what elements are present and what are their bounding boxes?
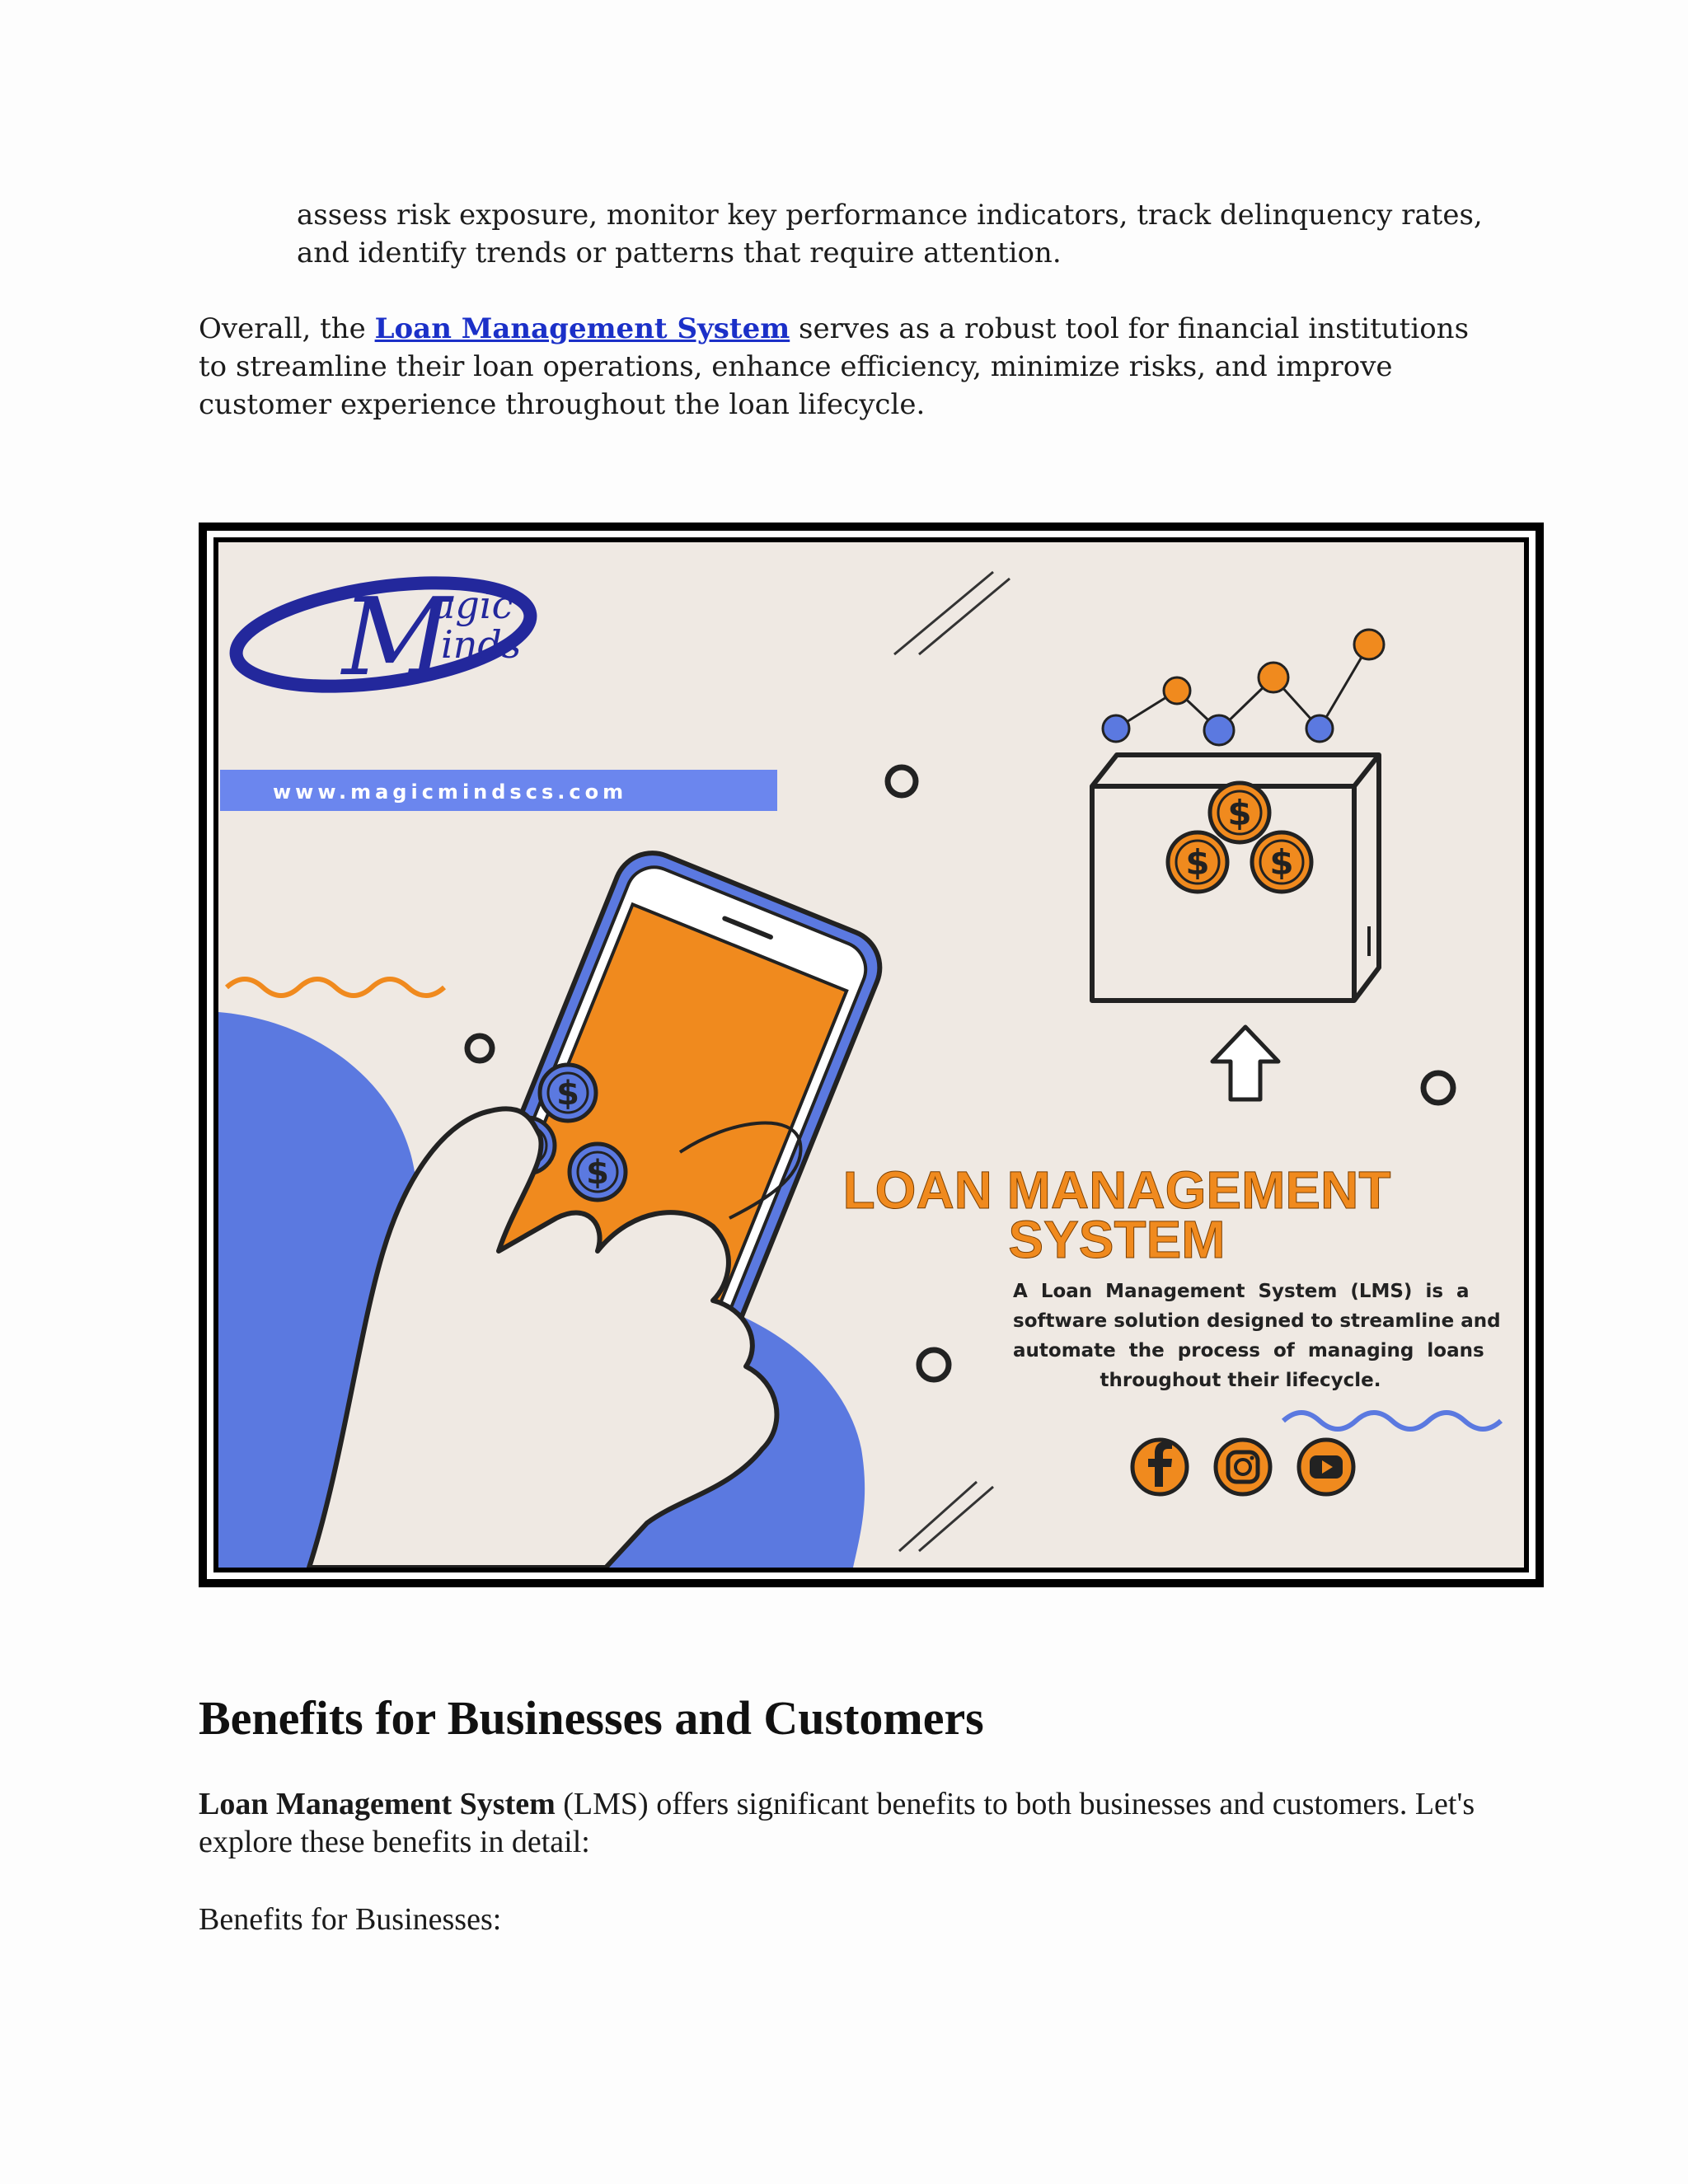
logo-text-inds: inds: [441, 622, 522, 667]
lms-paragraph-rest: (LMS) offers significant benefits to both businesses and customers. Let's explore these benefits in detail:: [199, 1787, 1475, 1859]
loan-management-banner: [199, 523, 1544, 1587]
banner-title-line-1: LOAN MANAGEMENT: [842, 1160, 1391, 1220]
coin-dollar-2: $: [1185, 842, 1210, 883]
overall-paragraph: [199, 310, 1493, 424]
risk-paragraph: assess risk exposure, monitor key performance indicators, track delinquency rates, and identify trends or patterns that require attention.: [297, 199, 1483, 269]
overall-suffix: serves as a robust tool for financial institutions to streamline their loan operations, enhance efficiency, minimize risks, and improve customer experience throughout the loan lifecycle.: [199, 312, 1470, 421]
phone-coin-dollar-1: $: [556, 1075, 579, 1113]
banner-title-line-2: SYSTEM: [1008, 1210, 1226, 1269]
website-url: www.magicmindscs.com: [273, 780, 628, 804]
logo-text-agic: agic: [433, 583, 513, 627]
phone-coin-dollar-3: $: [586, 1154, 609, 1192]
banner-desc-line-2: software solution designed to streamline and: [1013, 1310, 1501, 1332]
overall-prefix: Overall, the: [199, 312, 375, 345]
banner-desc-line-4: throughout their lifecycle.: [1100, 1370, 1381, 1391]
coin-dollar-3: $: [1269, 842, 1294, 883]
instagram-icon[interactable]: [1216, 1440, 1270, 1494]
youtube-icon[interactable]: [1299, 1440, 1353, 1494]
logo-m-letter: M: [342, 574, 452, 700]
businesses-label: Benefits for Businesses:: [199, 1902, 502, 1937]
banner-desc-line-3: automate the process of managing loans: [1013, 1340, 1484, 1361]
loan-management-system-link[interactable]: Loan Management System: [374, 312, 790, 345]
section-heading: Benefits for Businesses and Customers: [199, 1691, 984, 1745]
facebook-icon[interactable]: [1132, 1440, 1187, 1494]
lms-bold-term: Loan Management System: [199, 1787, 556, 1821]
banner-illustration: [218, 542, 1524, 1568]
coin-dollar-1: $: [1227, 793, 1252, 833]
lms-paragraph: [199, 1785, 1534, 1861]
banner-desc-line-1: A Loan Management System (LMS) is a: [1013, 1281, 1470, 1302]
